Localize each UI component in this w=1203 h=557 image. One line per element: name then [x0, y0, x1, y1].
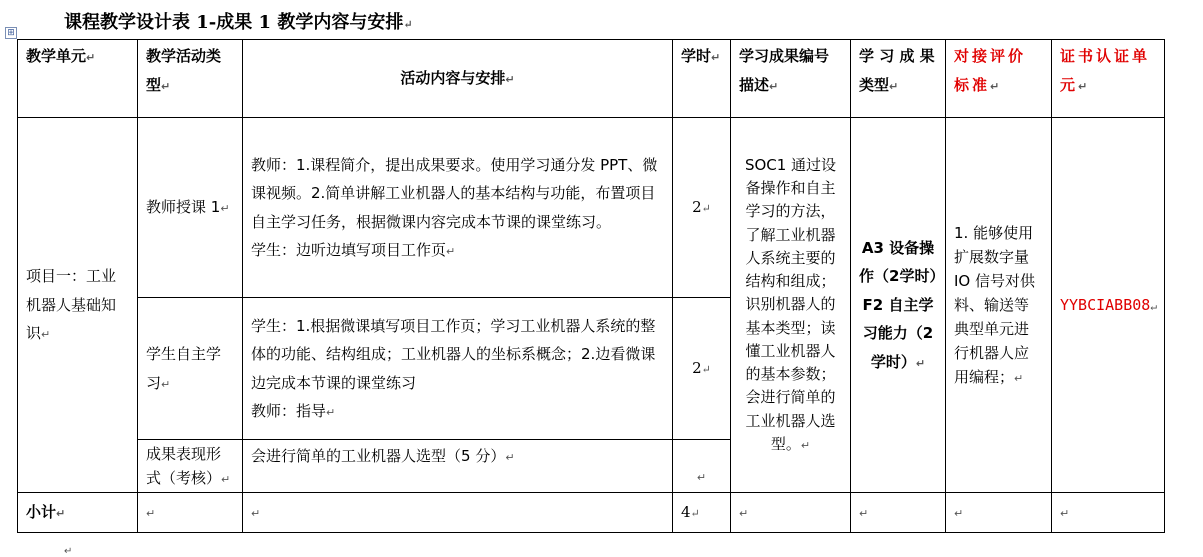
activity-type-cell: 学生自主学习↵: [138, 298, 243, 440]
activity-content-cell: 教师：1.课程简介，提出成果要求。使用学习通分发 PPT、微课视频。2.简单讲解工业机器人的基本结构与功能，布置项目自主学习任务，根据微课内容完成本节课的课堂练习。 学生：边听边填写项目工作页↵: [243, 118, 673, 298]
outcome-description-cell: SOC1 通过设备操作和自主学习的方法，了解工业机器人系统主要的结构和组成；识别机器人的基本类型；读懂工业机器人的基本参数；会进行简单的工业机器人选型。↵: [731, 118, 851, 493]
activity-content-cell: 学生：1.根据微课填写项目工作页；学习工业机器人系统的整体的功能、结构组成；工业机器人的坐标系概念；2.边看微课边完成本节课的课堂练习 教师：指导↵: [243, 298, 673, 440]
table-row: [18, 118, 1165, 298]
empty-cell: ↵: [851, 493, 946, 533]
outcome-type-cell: A3 设备操作（2学时）F2 自主学习能力（2学时）↵: [851, 118, 946, 493]
certificate-unit-cell: YYBCIABB08↵: [1052, 118, 1165, 493]
hours-cell: ↵: [673, 440, 731, 493]
empty-cell: ↵: [243, 493, 673, 533]
header-evaluation: 对接评价标准↵: [946, 40, 1052, 118]
course-plan-table: [17, 39, 1165, 533]
header-certificate: 证书认证单元↵: [1052, 40, 1165, 118]
unit-name-cell: 项目一：工业机器人基础知识↵: [18, 118, 138, 493]
subtotal-row: [18, 493, 1165, 533]
empty-cell: ↵: [731, 493, 851, 533]
hours-cell: 2↵: [673, 298, 731, 440]
header-row: [18, 40, 1165, 118]
activity-type-cell: 教师授课 1↵: [138, 118, 243, 298]
subtotal-label: 小计↵: [18, 493, 138, 533]
header-content: 活动内容与安排↵: [243, 40, 673, 118]
activity-content-cell: 会进行简单的工业机器人选型（5 分）↵: [243, 440, 673, 493]
header-unit: 教学单元↵: [18, 40, 138, 118]
hours-cell: 2↵: [673, 118, 731, 298]
header-activity-type: 教学活动类型↵: [138, 40, 243, 118]
empty-cell: ↵: [138, 493, 243, 533]
table-anchor-icon[interactable]: ⊞: [5, 27, 17, 39]
header-outcome-type: 学 习 成 果类型↵: [851, 40, 946, 118]
subtotal-hours: 4↵: [673, 493, 731, 533]
document-title: 课程教学设计表 1-成果 1 教学内容与安排↵: [64, 12, 413, 33]
empty-cell: ↵: [1052, 493, 1165, 533]
evaluation-standard-cell: 1. 能够使用扩展数字量 IO 信号对供料、输送等典型单元进行机器人应用编程；↵: [946, 118, 1052, 493]
empty-cell: ↵: [946, 493, 1052, 533]
activity-type-cell: 成果表现形式（考核）↵: [138, 440, 243, 493]
header-hours: 学时↵: [673, 40, 731, 118]
header-outcome-code: 学习成果编号描述↵: [731, 40, 851, 118]
trailing-paragraph-mark: ↵: [64, 546, 73, 557]
